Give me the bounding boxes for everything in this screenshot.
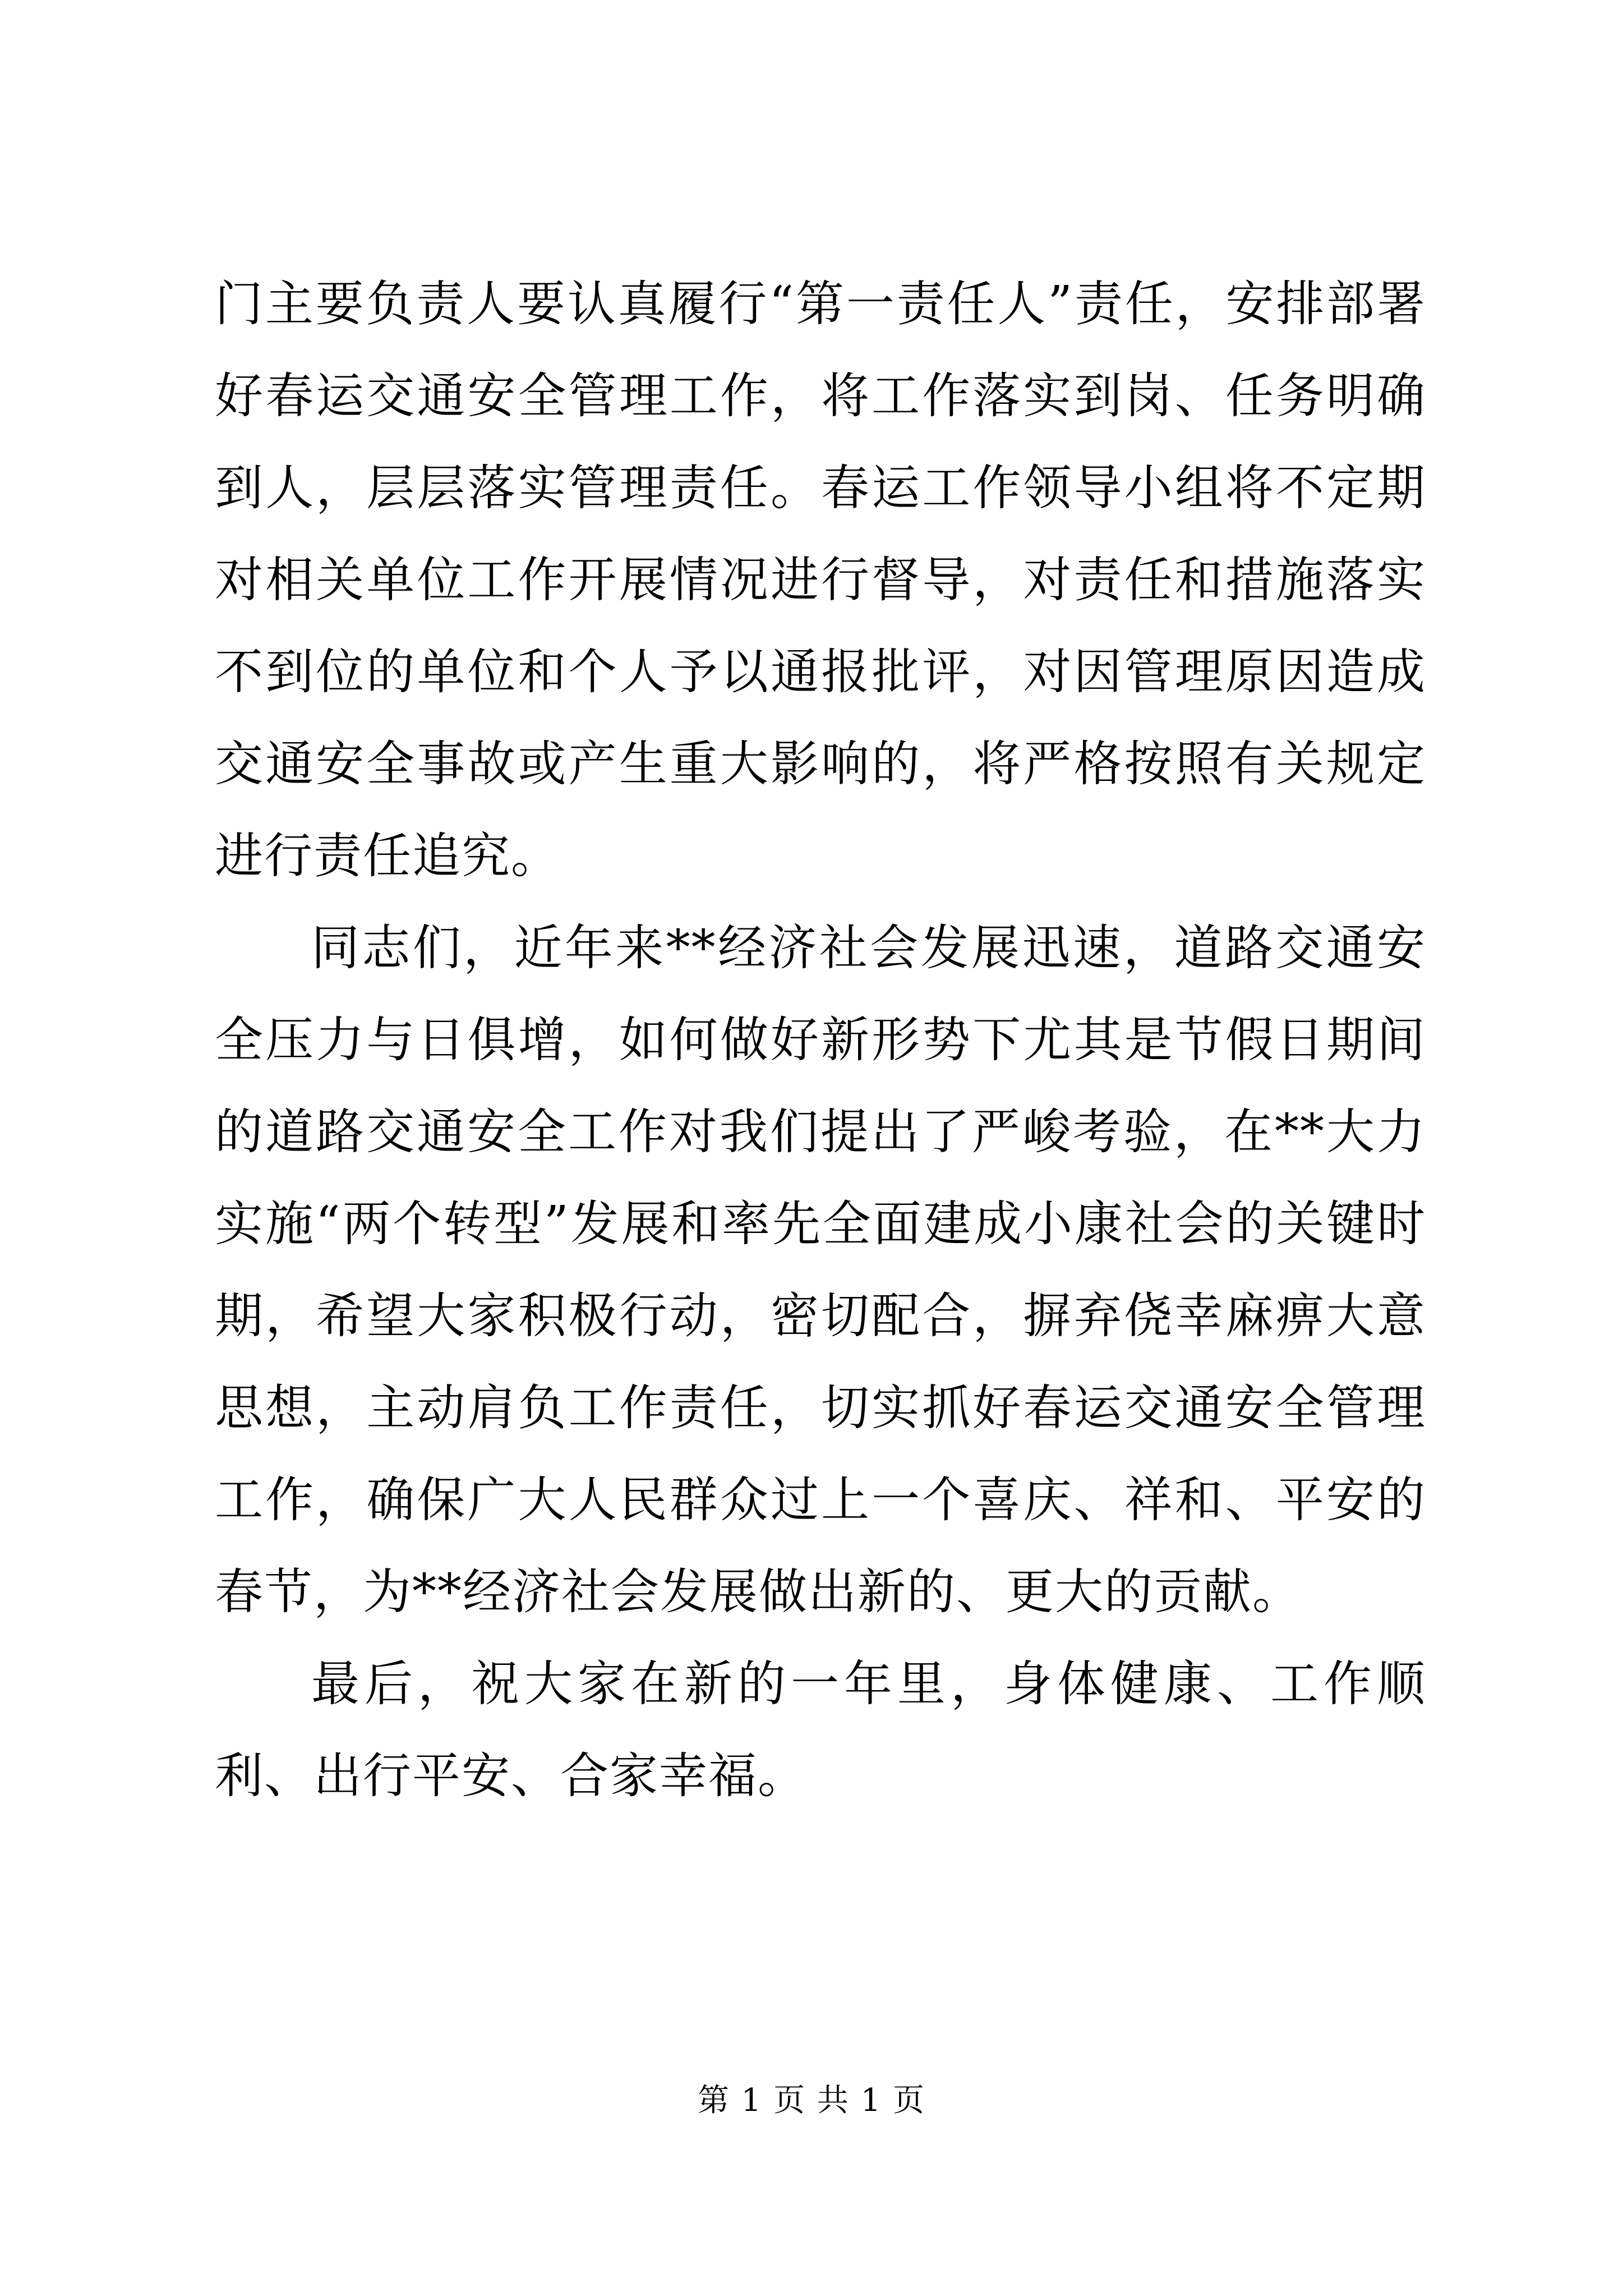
paragraph-2: 同志们，近年来**经济社会发展迅速，道路交通安全压力与日俱增，如何做好新形势下尤其是节假日期间的道路交通安全工作对我们提出了严峻考验，在**大力实施“两个转型”发展和率先全面建成小康社会的关键时期，希望大家积极行动，密切配合，摒弃侥幸麻痹大意思想，主动肩负工作责任，切实抓好春运交通安全管理工作，确保广大人民群众过上一个喜庆、祥和、平安的春节，为**经济社会发展做出新的、更大的贡献。 — [215, 920, 1426, 1620]
paragraph-3: 最后，祝大家在新的一年里，身体健康、工作顺利、出行平安、合家幸福。 — [215, 1656, 1426, 1804]
document-body — [215, 258, 1426, 1822]
page-number-footer: 第 1 页 共 1 页 — [697, 2082, 926, 2119]
paragraph-1: 门主要负责人要认真履行“第一责任人”责任，安排部署好春运交通安全管理工作，将工作落实到岗、任务明确到人，层层落实管理责任。春运工作领导小组将不定期对相关单位工作开展情况进行督导，对责任和措施落实不到位的单位和个人予以通报批评，对因管理原因造成交通安全事故或产生重大影响的，将严格按照有关规定进行责任追究。 — [215, 276, 1426, 884]
